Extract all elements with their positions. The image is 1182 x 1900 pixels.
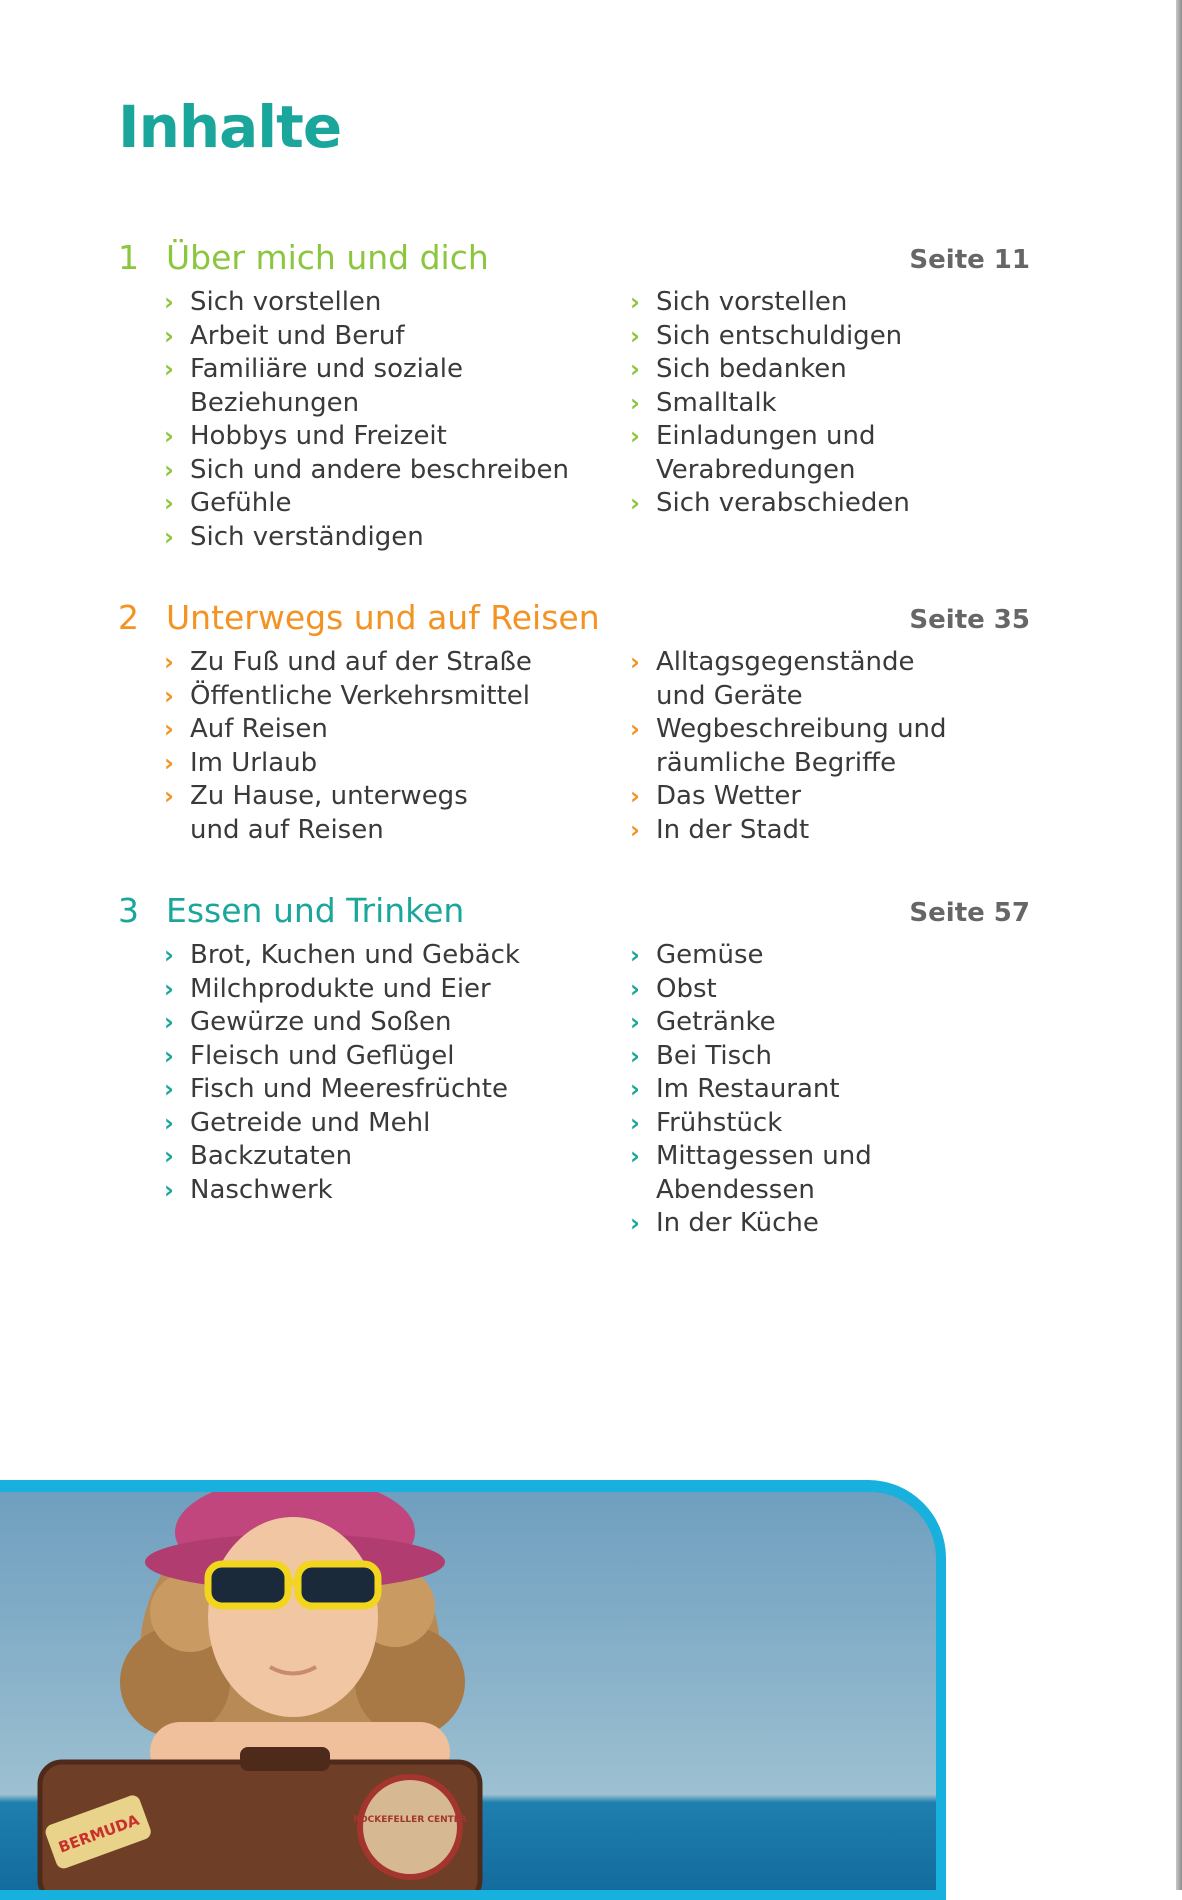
chevron-right-icon: › xyxy=(164,1041,174,1070)
sticker-text: BERMUDA xyxy=(56,1810,142,1857)
chevron-right-icon: › xyxy=(630,388,640,417)
topic-item[interactable] xyxy=(164,286,604,320)
topic-item[interactable] xyxy=(630,286,1030,320)
page-edge xyxy=(1176,0,1182,1890)
topic-label: Bei Tisch xyxy=(656,1040,772,1071)
topic-list-left xyxy=(164,939,604,1207)
topic-item[interactable] xyxy=(164,680,604,714)
topic-list-right xyxy=(630,646,1030,847)
topic-item[interactable] xyxy=(630,1006,1030,1040)
chevron-right-icon: › xyxy=(164,681,174,710)
topic-label: Brot, Kuchen und Gebäck xyxy=(190,940,520,970)
topic-item[interactable] xyxy=(630,487,1030,521)
topic-item[interactable] xyxy=(630,646,946,713)
topic-item[interactable] xyxy=(164,1107,604,1141)
topic-label: Sich und andere beschreiben xyxy=(190,454,569,485)
chevron-right-icon: › xyxy=(164,715,174,743)
sunglasses-lens xyxy=(298,1564,378,1606)
chevron-right-icon: › xyxy=(164,1175,174,1204)
chevron-right-icon: › xyxy=(164,321,174,350)
topic-item[interactable] xyxy=(630,420,896,487)
topic-item[interactable] xyxy=(164,1040,604,1074)
topic-item[interactable] xyxy=(164,713,604,747)
toc-section-1 xyxy=(118,236,1030,552)
topic-label: Gemüse xyxy=(656,940,764,970)
chevron-right-icon: › xyxy=(630,321,640,350)
topic-item[interactable] xyxy=(164,1140,604,1174)
chevron-right-icon: › xyxy=(164,1008,174,1036)
chevron-right-icon: › xyxy=(164,782,174,810)
topic-label: Fleisch und Geflügel xyxy=(190,1040,455,1071)
topic-list-left xyxy=(164,646,604,847)
topic-label: Hobbys und Freizeit xyxy=(190,421,447,451)
topic-label: Sich vorstellen xyxy=(656,287,848,317)
topic-item[interactable] xyxy=(164,1073,604,1107)
topic-label: Gewürze und Soßen xyxy=(190,1007,452,1037)
topic-label: Gefühle xyxy=(190,488,292,518)
child-with-suitcase-photo xyxy=(0,1492,936,1890)
page-title: Inhalte xyxy=(118,93,342,161)
topic-item[interactable] xyxy=(164,747,604,781)
topic-item[interactable] xyxy=(164,939,604,973)
chevron-right-icon: › xyxy=(630,941,640,969)
topic-list-right xyxy=(630,939,1030,1241)
photo-illustration xyxy=(0,1492,936,1890)
topic-item[interactable] xyxy=(164,1006,604,1040)
topic-label: Zu Hause, unterwegs und auf Reisen xyxy=(190,781,468,845)
topic-item[interactable] xyxy=(630,1140,1030,1207)
topic-item[interactable] xyxy=(630,713,956,780)
topic-label: Arbeit und Beruf xyxy=(190,320,405,351)
topic-label: In der Küche xyxy=(656,1208,819,1238)
chevron-right-icon: › xyxy=(630,489,640,517)
topic-item[interactable] xyxy=(630,1207,1030,1241)
section-title[interactable]: Unterwegs und auf Reisen xyxy=(166,598,600,637)
topic-item[interactable] xyxy=(164,973,604,1007)
topic-item[interactable] xyxy=(630,939,1030,973)
topic-label: Fisch und Meeresfrüchte xyxy=(190,1074,508,1104)
topic-item[interactable] xyxy=(164,420,604,454)
chevron-right-icon: › xyxy=(630,782,640,810)
topic-label: Frühstück xyxy=(656,1107,783,1138)
chevron-right-icon: › xyxy=(630,715,640,743)
topic-label: In der Stadt xyxy=(656,814,810,845)
topic-item[interactable] xyxy=(630,780,1030,814)
topic-label: Alltagsgegenstände und Geräte xyxy=(656,647,915,711)
topic-label: Sich verabschieden xyxy=(656,488,910,518)
topic-item[interactable] xyxy=(630,1040,1030,1074)
chevron-right-icon: › xyxy=(630,355,640,383)
topic-label: Familiäre und soziale Beziehungen xyxy=(190,354,464,418)
toc-section-2 xyxy=(118,596,1030,845)
topic-label: Getreide und Mehl xyxy=(190,1107,431,1138)
chevron-right-icon: › xyxy=(630,1209,640,1237)
chevron-right-icon: › xyxy=(164,489,174,517)
section-number: 3 xyxy=(118,891,139,930)
topic-label: Im Urlaub xyxy=(190,747,318,778)
section-header xyxy=(118,596,1030,646)
topic-label: Smalltalk xyxy=(656,387,777,418)
topic-item[interactable] xyxy=(630,814,1030,848)
sticker-text: ROCKEFELLER CENTER xyxy=(353,1815,467,1825)
chevron-right-icon: › xyxy=(164,1075,174,1103)
chevron-right-icon: › xyxy=(164,974,174,1003)
topic-item[interactable] xyxy=(164,1174,604,1208)
chevron-right-icon: › xyxy=(630,1142,640,1170)
chevron-right-icon: › xyxy=(164,455,174,484)
chevron-right-icon: › xyxy=(630,1108,640,1137)
section-page-ref[interactable]: Seite 11 xyxy=(909,245,1030,275)
topic-item[interactable] xyxy=(630,1107,1030,1141)
topic-label: Im Restaurant xyxy=(656,1074,840,1104)
topic-label: Sich verständigen xyxy=(190,521,424,552)
sunglasses-lens xyxy=(208,1564,288,1606)
topic-label: Getränke xyxy=(656,1007,776,1037)
section-page-ref[interactable]: Seite 57 xyxy=(909,898,1030,928)
topic-label: Milchprodukte und Eier xyxy=(190,973,491,1004)
topic-label: Wegbeschreibung und räumliche Begriffe xyxy=(656,714,947,778)
section-title[interactable]: Über mich und dich xyxy=(166,238,489,277)
topic-item[interactable] xyxy=(164,454,604,488)
chevron-right-icon: › xyxy=(630,288,640,316)
topic-item[interactable] xyxy=(630,320,1030,354)
section-number: 2 xyxy=(118,598,139,637)
chevron-right-icon: › xyxy=(164,355,174,383)
topic-item[interactable] xyxy=(164,646,604,680)
topic-label: Backzutaten xyxy=(190,1141,353,1171)
chevron-right-icon: › xyxy=(164,1142,174,1170)
toc-section-3 xyxy=(118,889,1030,1238)
sticker-shape xyxy=(360,1777,460,1877)
topic-label: Sich vorstellen xyxy=(190,287,382,317)
topic-item[interactable] xyxy=(164,487,604,521)
chevron-right-icon: › xyxy=(164,748,174,777)
topic-item[interactable] xyxy=(630,353,1030,387)
topic-item[interactable] xyxy=(164,521,604,555)
face-shape xyxy=(208,1517,378,1717)
topic-item[interactable] xyxy=(164,353,480,420)
topic-label: Das Wetter xyxy=(656,781,802,811)
topic-list-left xyxy=(164,286,604,554)
chevron-right-icon: › xyxy=(630,1075,640,1103)
chevron-right-icon: › xyxy=(630,1041,640,1070)
section-page-ref[interactable]: Seite 35 xyxy=(909,605,1030,635)
chevron-right-icon: › xyxy=(164,422,174,450)
chevron-right-icon: › xyxy=(630,815,640,844)
topic-label: Zu Fuß und auf der Straße xyxy=(190,647,532,677)
topic-label: Naschwerk xyxy=(190,1174,333,1205)
section-header xyxy=(118,889,1030,939)
chevron-right-icon: › xyxy=(164,941,174,969)
topic-item[interactable] xyxy=(164,780,480,847)
topic-label: Mittagessen und Abendessen xyxy=(656,1141,872,1205)
chevron-right-icon: › xyxy=(164,522,174,551)
topic-label: Auf Reisen xyxy=(190,714,328,744)
topic-item[interactable] xyxy=(164,320,604,354)
chevron-right-icon: › xyxy=(164,1108,174,1137)
topic-list-right xyxy=(630,286,1030,521)
topic-label: Sich bedanken xyxy=(656,354,847,384)
topic-label: Öffentliche Verkehrsmittel xyxy=(190,680,530,711)
topic-label: Sich entschuldigen xyxy=(656,320,903,351)
suitcase-handle xyxy=(240,1747,330,1771)
chevron-right-icon: › xyxy=(630,1008,640,1036)
chevron-right-icon: › xyxy=(164,648,174,676)
topic-item[interactable] xyxy=(630,973,1030,1007)
topic-label: Einladungen und Verabredungen xyxy=(656,421,876,485)
section-header xyxy=(118,236,1030,286)
chevron-right-icon: › xyxy=(630,422,640,450)
chevron-right-icon: › xyxy=(630,648,640,676)
topic-item[interactable] xyxy=(630,387,1030,421)
section-title[interactable]: Essen und Trinken xyxy=(166,891,465,930)
topic-item[interactable] xyxy=(630,1073,1030,1107)
chevron-right-icon: › xyxy=(164,288,174,316)
section-number: 1 xyxy=(118,238,139,277)
topic-label: Obst xyxy=(656,973,717,1004)
chevron-right-icon: › xyxy=(630,974,640,1003)
